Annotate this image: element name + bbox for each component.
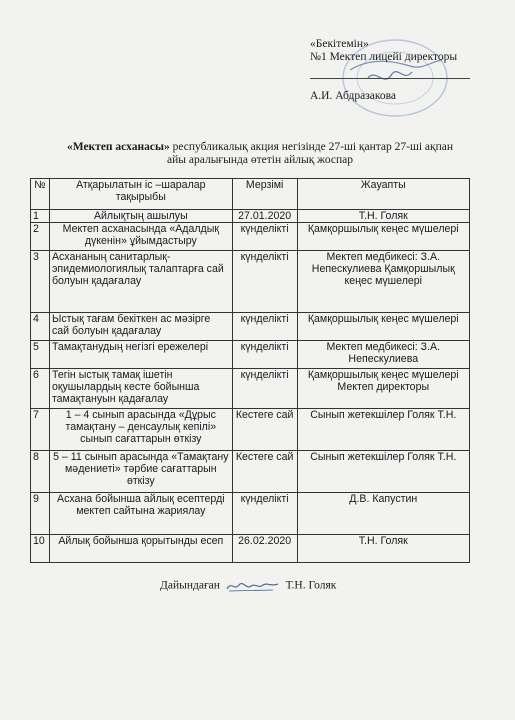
table-row <box>31 493 470 535</box>
table-row <box>31 341 470 369</box>
table-row <box>31 409 470 451</box>
title-rest: республикалық акция негізінде 27-ші қантар 27-ші ақпан айы аралығында өтетін айлық жоспар <box>167 141 453 166</box>
row-activity: Асхананың санитарлық-эпидемиологиялық талаптарға сай болуын қадағалау <box>49 251 232 313</box>
row-no: 10 <box>31 535 50 563</box>
row-no: 9 <box>31 493 50 535</box>
row-activity: Тегін ыстық тамақ ішетін оқушылардың кесте бойынша тамақтануын қадағалау <box>49 369 232 409</box>
approval-position: №1 Мектеп лицейі директоры <box>310 51 458 63</box>
row-activity: 5 – 11 сынып арасында «Тамақтану мәдениеті» тәрбие сағаттарын өткізу <box>49 451 232 493</box>
row-no: 8 <box>31 451 50 493</box>
row-activity: Мектеп асханасында «Адалдық дүкенін» ұйымдастыру <box>49 223 232 251</box>
row-no: 3 <box>31 251 50 313</box>
table-row <box>31 369 470 409</box>
title-bold: «Мектеп асханасы» <box>67 141 170 153</box>
row-responsible: Сынып жетекшілер Голяк Т.Н. <box>297 409 469 451</box>
row-responsible: Т.Н. Голяк <box>297 210 469 223</box>
header-no: № <box>31 179 50 210</box>
row-responsible: Д.В. Капустин <box>297 493 469 535</box>
row-date: Кестеге сай <box>232 409 297 451</box>
row-no: 6 <box>31 369 50 409</box>
plan-table <box>30 178 470 563</box>
handwritten-signature <box>223 578 283 594</box>
row-no: 4 <box>31 313 50 341</box>
row-date: 26.02.2020 <box>232 535 297 563</box>
row-no: 2 <box>31 223 50 251</box>
row-activity: Асхана бойынша айлық есептерді мектеп сайтына жариялау <box>49 493 232 535</box>
table-row <box>31 210 470 223</box>
row-date: күнделікті <box>232 341 297 369</box>
row-responsible: Қамқоршылық кеңес мүшелері Мектеп директоры <box>297 369 469 409</box>
row-responsible: Мектеп медбикесі: З.А. Непескулиева Қамқоршылық кеңес мүшелері <box>297 251 469 313</box>
table-row <box>31 251 470 313</box>
approval-signature-line <box>310 78 470 79</box>
prepared-label: Дайындаған <box>160 579 220 592</box>
row-date: күнделікті <box>232 313 297 341</box>
prepared-name: Т.Н. Голяк <box>285 579 337 592</box>
row-activity: Ыстық тағам бекіткен ас мәзірге сай болуын қадағалау <box>49 313 232 341</box>
header-date: Мерзімі <box>232 179 297 210</box>
header-responsible: Жауапты <box>297 179 469 210</box>
row-activity: Тамақтанудың негізгі ережелері <box>49 341 232 369</box>
row-activity: Айлықтың ашылуы <box>49 210 232 223</box>
table-row <box>31 451 470 493</box>
prepared-by <box>160 578 336 594</box>
row-responsible: Қамқоршылық кеңес мүшелері <box>297 223 469 251</box>
row-date: күнделікті <box>232 493 297 535</box>
row-no: 1 <box>31 210 50 223</box>
table-row <box>31 535 470 563</box>
approval-block <box>310 38 500 103</box>
approval-title: «Бекітемін» <box>310 38 369 50</box>
header-activity: Атқарылатын іс –шаралар тақырыбы <box>49 179 232 210</box>
table-row <box>31 223 470 251</box>
row-date: күнделікті <box>232 251 297 313</box>
row-responsible: Сынып жетекшілер Голяк Т.Н. <box>297 451 469 493</box>
row-date: 27.01.2020 <box>232 210 297 223</box>
row-responsible: Т.Н. Голяк <box>297 535 469 563</box>
row-date: күнделікті <box>232 223 297 251</box>
table-row <box>31 313 470 341</box>
row-activity: 1 – 4 сынып арасында «Дұрыс тамақтану – денсаулық кепілі» сынып сағаттарын өткізу <box>49 409 232 451</box>
approval-name: А.И. Абдразакова <box>310 90 397 102</box>
row-no: 5 <box>31 341 50 369</box>
row-date: күнделікті <box>232 369 297 409</box>
row-activity: Айлық бойынша қорытынды есеп <box>49 535 232 563</box>
table-header-row <box>31 179 470 210</box>
row-responsible: Мектеп медбикесі: З.А. Непескулиева <box>297 341 469 369</box>
row-no: 7 <box>31 409 50 451</box>
document-title <box>60 141 460 167</box>
row-date: Кестеге сай <box>232 451 297 493</box>
row-responsible: Қамқоршылық кеңес мүшелері <box>297 313 469 341</box>
